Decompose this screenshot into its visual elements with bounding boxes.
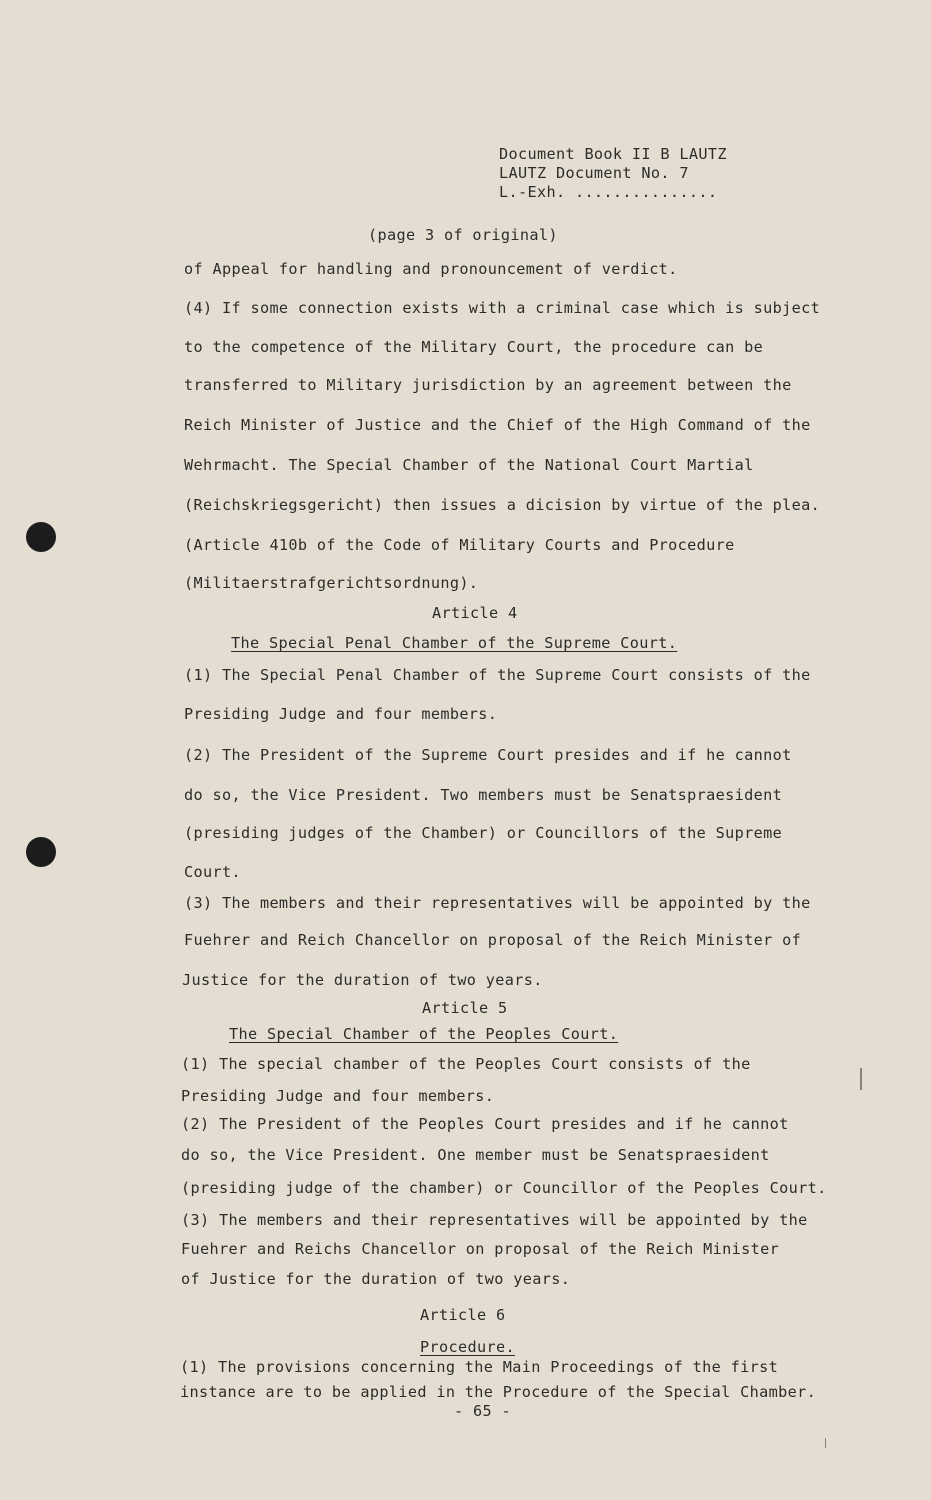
article-6-title: Procedure. [420,1338,515,1356]
article-6-heading: Article 6 [420,1306,506,1324]
text-line: (Article 410b of the Code of Military Courts and Procedure [184,536,735,554]
text-line: Presiding Judge and four members. [184,705,498,723]
text-line: (3) The members and their representatives will be appointed by the [181,1211,808,1229]
punch-hole-top [26,522,56,552]
text-line: Court. [184,863,241,881]
text-line: (2) The President of the Peoples Court presides and if he cannot [181,1115,789,1133]
text-line: of Justice for the duration of two years. [181,1270,571,1288]
text-line: instance are to be applied in the Procedure of the Special Chamber. [180,1383,817,1401]
text-line: do so, the Vice President. Two members must be Senatspraesident [184,786,783,804]
text-line: (Militaerstrafgerichtsordnung). [184,574,479,592]
text-line: Fuehrer and Reichs Chancellor on proposal of the Reich Minister [181,1240,780,1258]
exhibit-number: L.-Exh. ............... [499,183,718,201]
text-line: (3) The members and their representatives will be appointed by the [184,894,811,912]
page-number: - 65 - [454,1402,511,1420]
text-line: of Appeal for handling and pronouncement of verdict. [184,260,678,278]
article-5-title: The Special Chamber of the Peoples Court. [229,1025,619,1043]
text-line: (1) The Special Penal Chamber of the Supreme Court consists of the [184,666,811,684]
article-4-title: The Special Penal Chamber of the Supreme Court. [231,634,678,652]
margin-mark [860,1068,862,1090]
text-line: (1) The special chamber of the Peoples Court consists of the [181,1055,751,1073]
article-4-heading: Article 4 [432,604,518,622]
text-line: to the competence of the Military Court, the procedure can be [184,338,764,356]
text-line: do so, the Vice President. One member must be Senatspraesident [181,1146,770,1164]
document-number: LAUTZ Document No. 7 [499,164,689,182]
punch-hole-bottom [26,837,56,867]
text-line: Reich Minister of Justice and the Chief of the High Command of the [184,416,811,434]
text-line: Wehrmacht. The Special Chamber of the National Court Martial [184,456,754,474]
text-line: Fuehrer and Reich Chancellor on proposal of the Reich Minister of [184,931,802,949]
article-5-heading: Article 5 [422,999,508,1017]
text-line: (1) The provisions concerning the Main Proceedings of the first [180,1358,779,1376]
text-line: (2) The President of the Supreme Court presides and if he cannot [184,746,792,764]
margin-mark [825,1438,826,1448]
text-line: Presiding Judge and four members. [181,1087,495,1105]
page-note: (page 3 of original) [368,226,558,244]
text-line: Justice for the duration of two years. [182,971,543,989]
text-line: (presiding judge of the chamber) or Councillor of the Peoples Court. [181,1179,827,1197]
document-book-reference: Document Book II B LAUTZ [499,145,727,163]
text-line: (Reichskriegsgericht) then issues a dicision by virtue of the plea. [184,496,821,514]
text-line: transferred to Military jurisdiction by an agreement between the [184,376,792,394]
text-line: (presiding judges of the Chamber) or Councillors of the Supreme [184,824,783,842]
text-line: (4) If some connection exists with a criminal case which is subject [184,299,821,317]
